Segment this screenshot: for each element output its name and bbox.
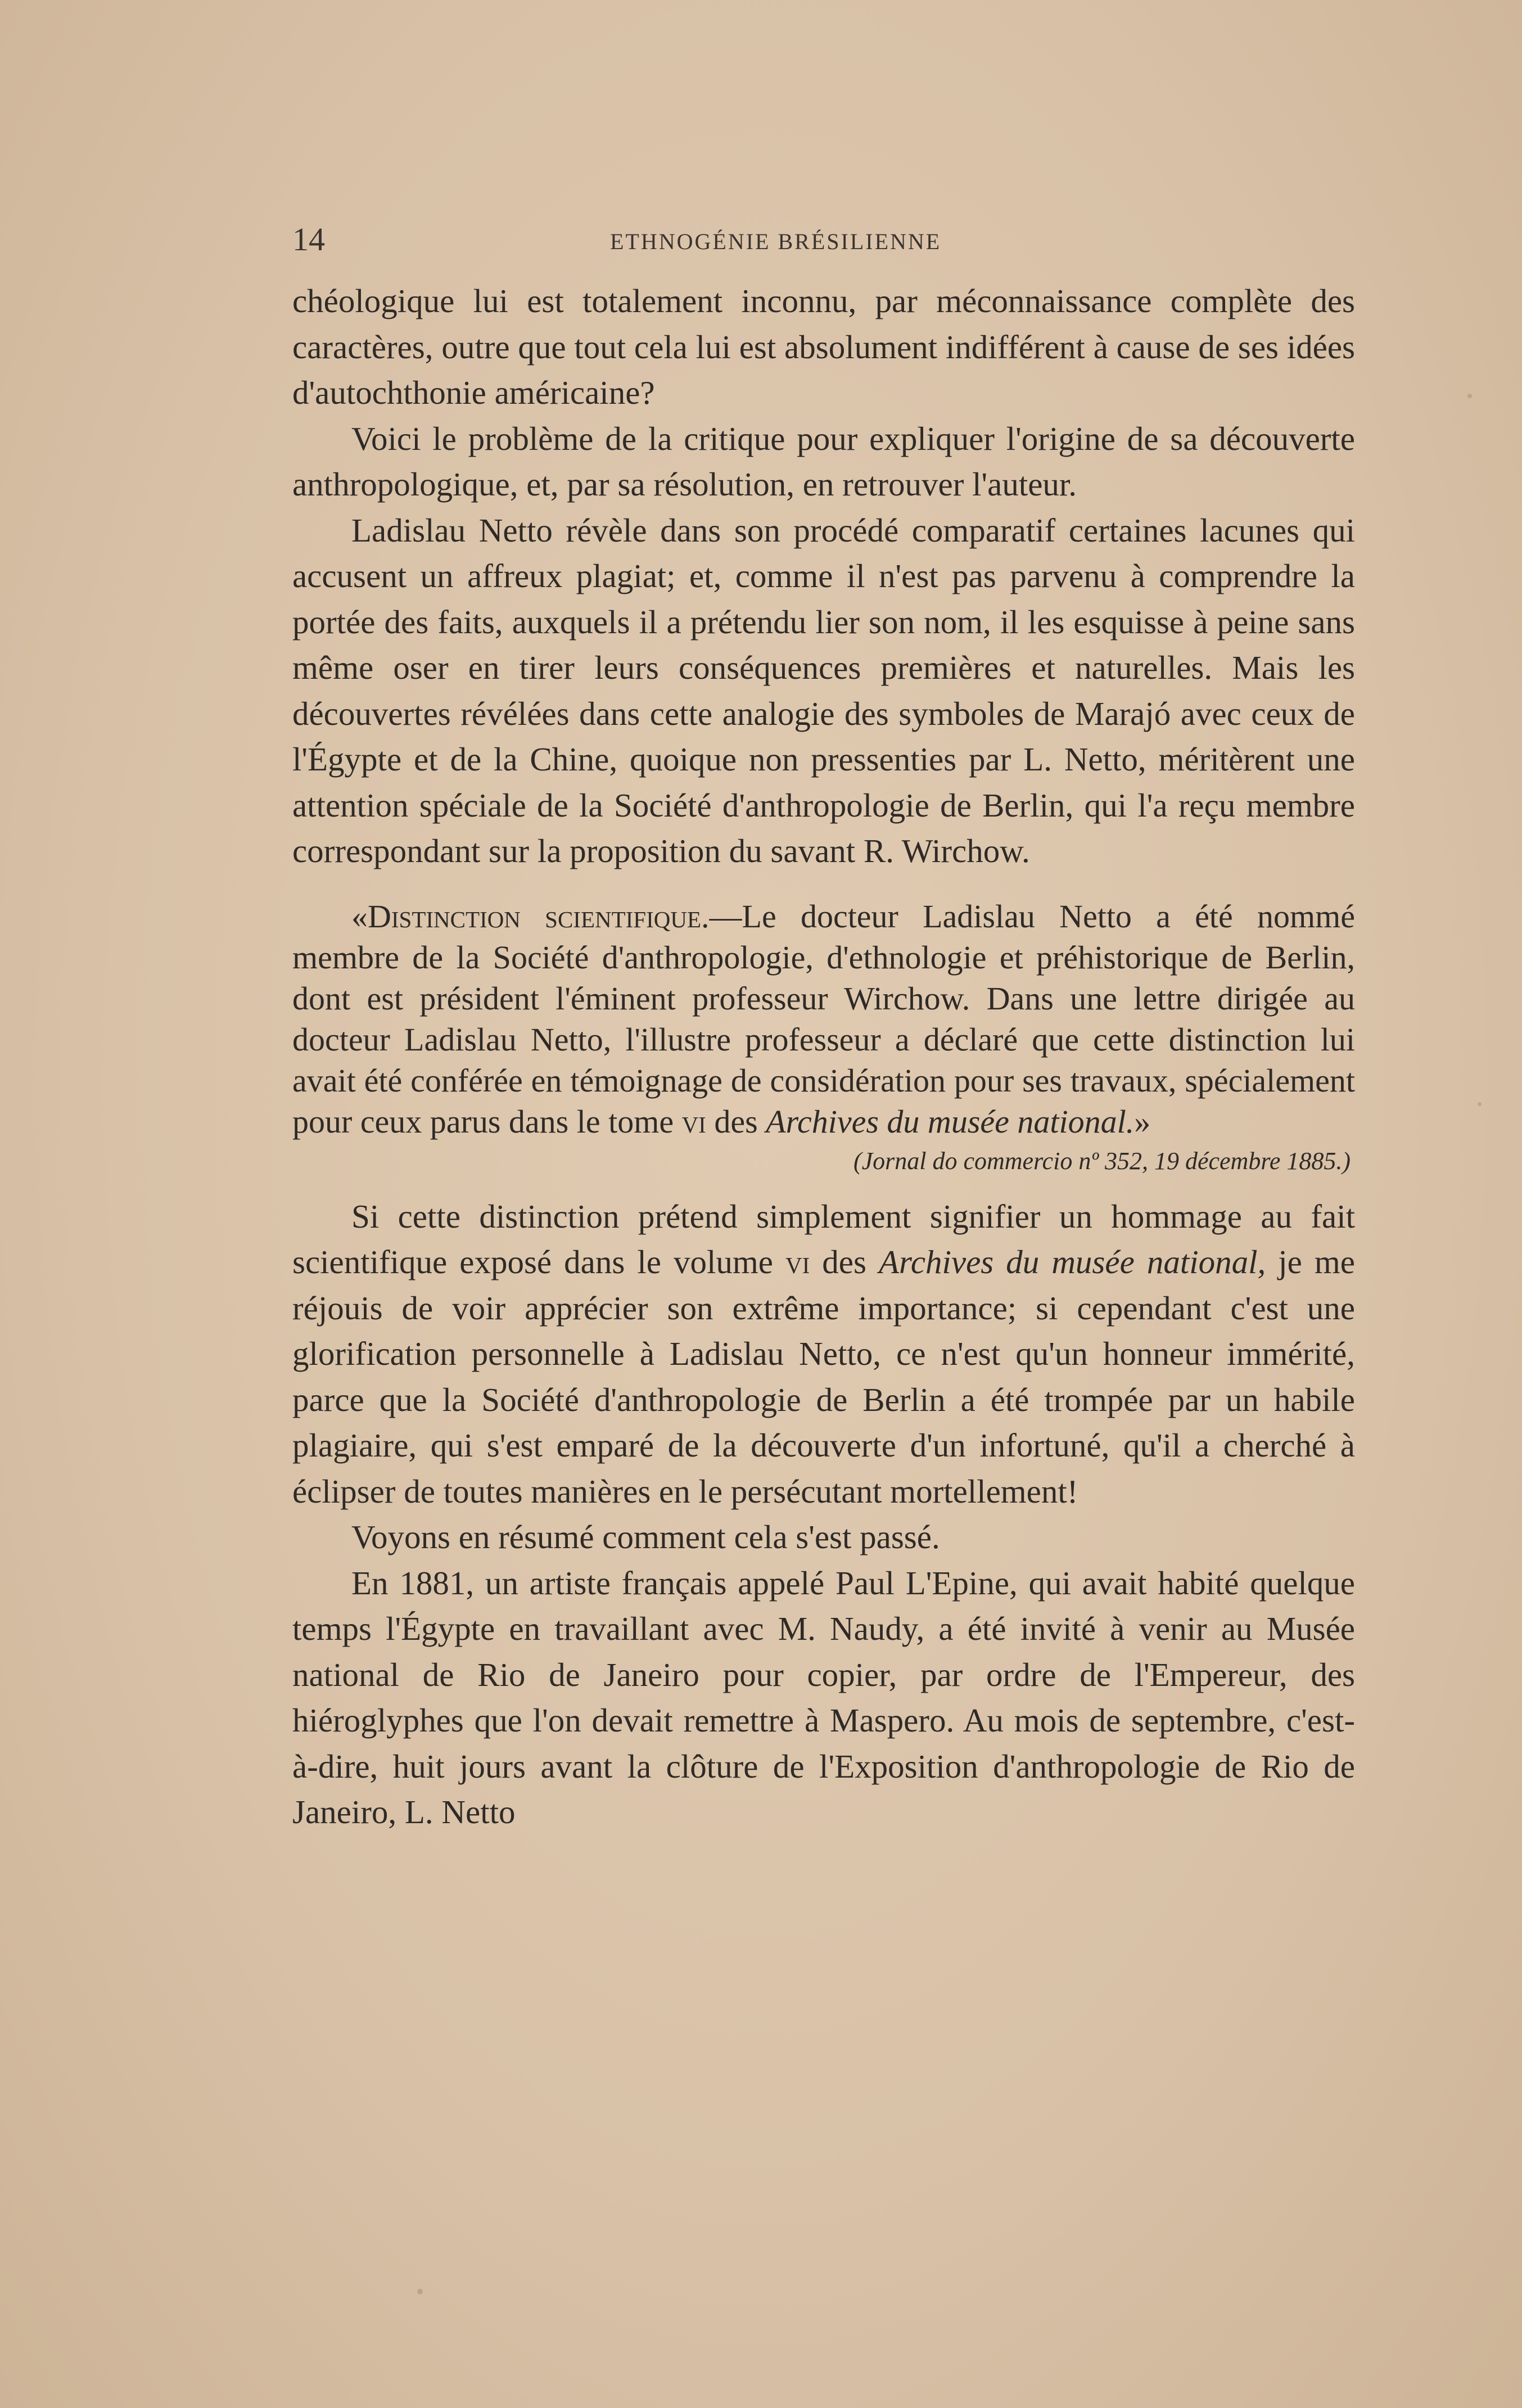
quote-text-2: des: [706, 1103, 766, 1140]
p4-text-a: Si cette distinction prétend simplement signifier un hommage au fait scientifique exposé dans le volume: [292, 1197, 1355, 1280]
paragraph-hommage: [292, 1194, 1355, 1515]
p4-italic-title: Archives du musée national,: [879, 1243, 1266, 1280]
quote-text-1: —Le docteur Ladislau Netto a été nommé membre de la Société d'anthropologie, d'ethnologie et préhistorique de Berlin, dont est président l'éminent professeur Wirchow. Dans une lettre dirigée au docteur Ladislau Netto, l'illustre professeur a déclaré que cette distinction lui avait été conférée en témoignage de considération pour ses travaux, spécialement pour ceux parus dans le tome: [292, 898, 1355, 1140]
quote-italic-title: Archives du musée national.: [766, 1103, 1135, 1140]
quote-tome: vi: [681, 1103, 706, 1140]
paragraph-1881: En 1881, un artiste français appelé Paul L'Epine, qui avait habité quelque temps l'Égypte en travaillant avec M. Naudy, a été invité à venir au Musée national de Rio de Janeiro pour copier, par ordre de l'Empereur, des hiéroglyphes que l'on devait remettre à Maspero. Au mois de septembre, c'est-à-dire, huit jours avant la clôture de l'Exposition d'anthropologie de Rio de Janeiro, L. Netto: [292, 1564, 1355, 1830]
foxing-spot: [417, 2289, 423, 2294]
running-title: ETHNOGÉNIE BRÉSILIENNE: [610, 229, 942, 254]
quote-source: (Jornal do commercio nº 352, 19 décembre 1885.): [853, 1147, 1351, 1175]
p4-text-c: je me réjouis de voir apprécier son extrême importance; si cependant c'est une glorification personnelle à Ladislau Netto, ce n'est qu'un honneur immérité, parce que la Société d'anthropologie de Berlin a été trompée par un habile plagiaire, qui s'est emparé de la découverte d'un infortuné, qu'il a cherché à éclipser de toutes manières en le persécutant mortellement!: [292, 1243, 1355, 1510]
page-number: 14: [292, 221, 325, 258]
paragraph-voyons: Voyons en résumé comment cela s'est passé.: [351, 1518, 940, 1555]
p4-tome: vi: [785, 1243, 810, 1280]
foxing-spot: [1467, 394, 1472, 398]
p4-text-b: des: [810, 1243, 879, 1280]
quote-open-mark: «: [351, 898, 368, 935]
paragraph-netto-plagiat: Ladislau Netto révèle dans son procédé comparatif certaines lacunes qui accusent un affreux plagiat; et, comme il n'est pas parvenu à comprendre la portée des faits, auxquels il a prétendu lier son nom, il les esquisse à peine sans même oser en tirer leurs conséquences premières et naturelles. Mais les découvertes révélées dans cette analogie des symboles de Marajó avec ceux de l'Égypte et de la Chine, quoique non pressenties par L. Netto, méritèrent une attention spéciale de la Société d'anthropologie de Berlin, qui l'a reçu membre correspondant sur la proposition du savant R. Wirchow.: [292, 511, 1355, 869]
quote-heading: Distinction scientifique.: [368, 898, 710, 935]
paragraph-probleme: Voici le problème de la critique pour expliquer l'origine de sa découverte anthropologique, et, par sa résolution, en retrouver l'auteur.: [292, 420, 1355, 503]
quote-close-mark: »: [1134, 1103, 1151, 1140]
page-body: [292, 278, 1355, 1836]
page-header: [292, 220, 1355, 258]
paragraph-continued: chéologique lui est totalement inconnu, par méconnaissance complète des caractères, outre que tout cela lui est absolument indifférent à cause de ses idées d'autochthonie américaine?: [292, 282, 1355, 411]
quotation-distinction: [292, 896, 1355, 1142]
foxing-spot: [1478, 1102, 1482, 1106]
